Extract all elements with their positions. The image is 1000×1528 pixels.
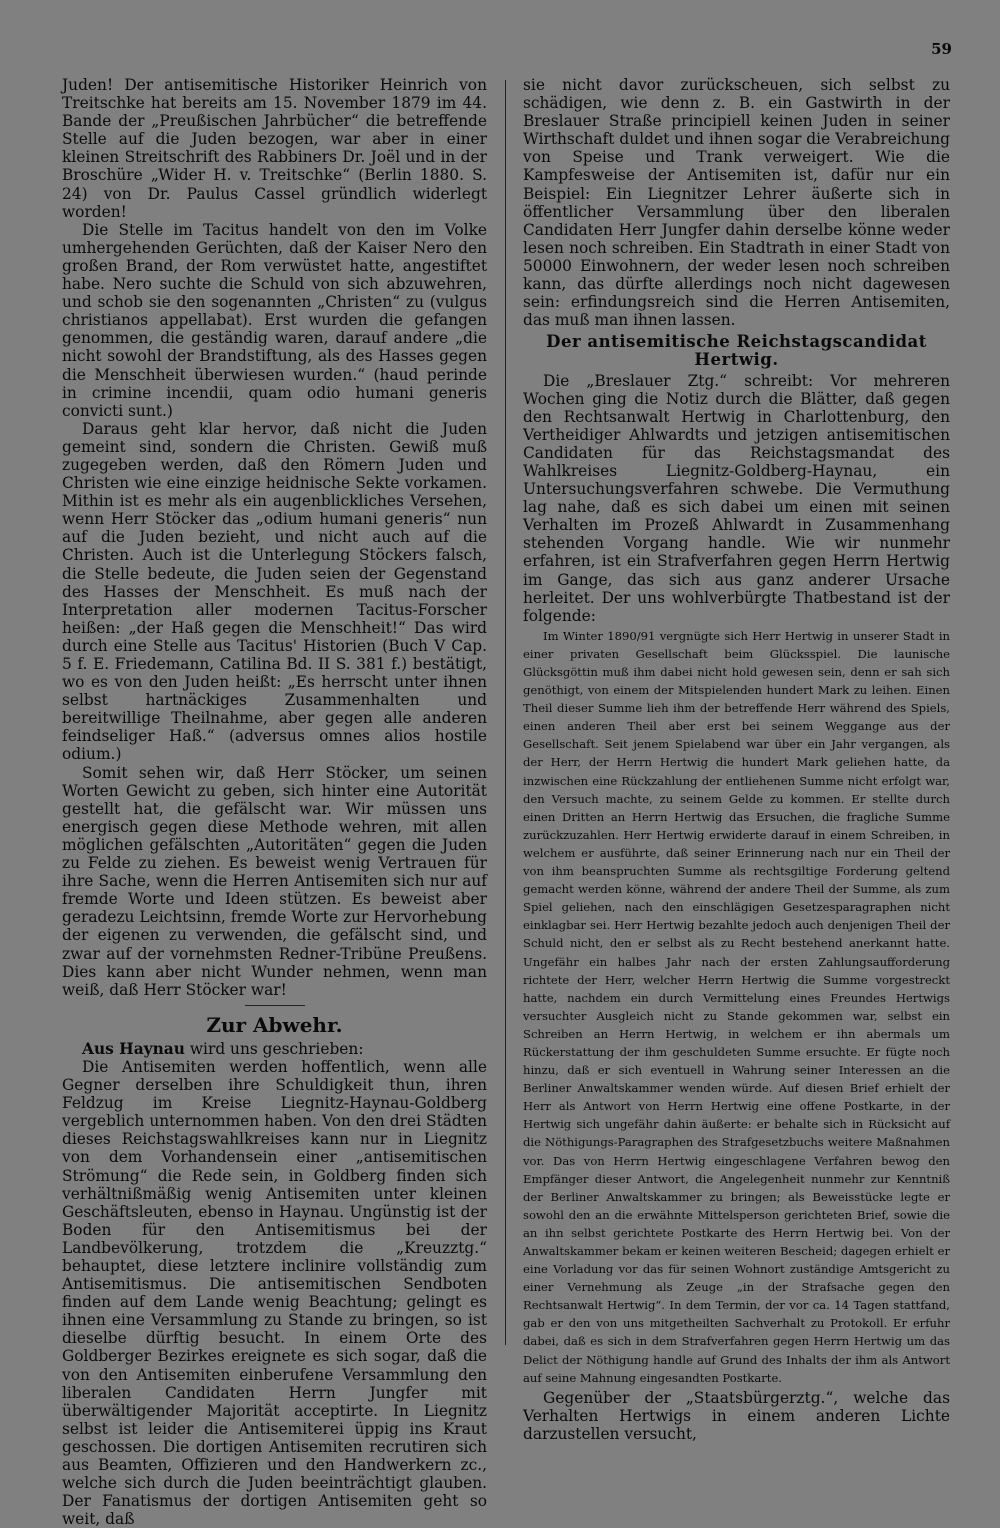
section-title: Zur Abwehr. — [206, 1012, 343, 1037]
left-paragraph-3: Daraus geht klar hervor, daß nicht die Juden gemeint sind, sondern die Christen. Gewiß muß zugegeben werden, daß den Römern Juden und Christen wie eine einzige heidnische Sekte vorkamen. Mithin ist es mehr als ein augenblickliches Versehen, wenn Herr Stöcker das „odium humani generis“ nun auf die Juden bezieht, und nicht auch auf die Christen. Auch ist die Unterlegung Stöckers falsch, die Stelle bedeute, die Juden seien der Gegenstand des Hasses der Menschheit. Es muß nach der Interpretation aller modernen Tacitus-Forscher heißen: „der Haß gegen die Menschheit!“ Das wird durch eine Stelle aus Tacitus' Historien (Buch V Cap. 5 f. E. Friedemann, Catilina Bd. II S. 381 f.) bestätigt, wo es von den Juden heißt: „Es herrscht unter ihnen selbst hartnäckiges Zusammenhalten und bereitwillige Theilnahme, aber gegen alle anderen feindseliger Haß.“ (adversus omnes alios hostile odium.) — [62, 419, 487, 764]
page-number: 59 — [931, 40, 952, 58]
right-small-print: Im Winter 1890/91 vergnügte sich Herr Hertwig in unserer Stadt in einer privaten Gesellschaft beim Glücksspiel. Die launische Glücksgöttin muß ihm dabei nicht hold gewesen sein, denn er sah sich genöthigt, von einem der Mitspielenden hundert Mark zu leihen. Einen Theil dieser Summe lieh ihm der betreffende Herr während des Spiels, einen anderen Theil aber erst bei seinem Weggange aus der Gesellschaft. Seit jenem Spielabend war über ein Jahr vergangen, als der Herr, der Herrn Hertwig die hundert Mark geliehen hatte, da inzwischen eine Rückzahlung der entliehenen Summe nicht erfolgt war, den Versuch machte, zu seinem Gelde zu kommen. Er stellte durch einen Dritten an Herrn Hertwig das Ersuchen, die fragliche Summe zurückzuzahlen. Herr Hertwig erwiderte darauf in einem Schreiben, in welchem er ausführte, daß seiner Erinnerung nach nur ein Theil der von ihm beanspruchten Summe als rechtsgiltige Forderung geltend gemacht werden könne, während der andere Theil der Summe, als zum Spiel geliehen, nach den einschlägigen Gesetzesparagraphen nicht einklagbar sei. Herr Hertwig bezahlte jedoch auch denjenigen Theil der Schuld nicht, den er selbst als zu Recht bestehend anerkannt hatte. Ungefähr ein halbes Jahr nach der ersten Zahlungsaufforderung richtete der Herr, welcher Herrn Hertwig die Summe vorgestreckt hatte, nachdem ein durch Vermittelung eines Freundes Hertwigs versuchter Ausgleich nicht zu Stande gekommen war, selbst ein Schreiben an Herrn Hertwig, in welchem er ihn abermals um Rückerstattung der ihm geschuldeten Summe ersuchte. Er fügte noch hinzu, daß er sich eventuell in Wahrung seiner Interessen an die Berliner Anwaltskammer wenden würde. Auf diesen Brief erhielt der Herr als Antwort von Herrn Hertwig eine offene Postkarte, in der Hertwig sich ungefähr dahin äußerte: er behalte sich in Rücksicht auf die Nöthigungs-Paragraphen des Strafgesetzbuchs weitere Maßnahmen vor. Das von Herrn Hertwig eingeschlagene Verfahren bewog den Empfänger dieser Antwort, die Angelegenheit nunmehr zur Kenntniß der Berliner Anwaltskammer zu bringen; als Beweisstücke legte er sowohl den an die erwähnte Mittelsperson gerichteten Brief, sowie die an ihn selbst gerichtete Postkarte des Herrn Hertwig bei. Von der Anwaltskammer bekam er keinen weiteren Bescheid; dagegen erhielt er eine Vorladung vor das für seinen Wohnort zuständige Amtsgericht zu einer Vernehmung als Zeuge „in der Strafsache gegen den Rechtsanwalt Hertwig“. In dem Termin, der vor ca. 14 Tagen stattfand, gab er den von uns mitgetheilten Sachverhalt zu Protokoll. Er erfuhr dabei, daß es sich in dem Strafverfahren gegen Herrn Hertwig um das Delict der Nöthigung handle auf Grund des Inhalts der ihm als Antwort auf seine Mahnung eingesandten Postkarte. — [523, 628, 950, 1385]
right-paragraph-3: Gegenüber der „Staatsbürgerztg.“, welche das Verhalten Hertwigs in einem anderen Lichte darzustellen versucht, — [523, 1388, 950, 1443]
dateline-rest: wird uns geschrieben: — [184, 1039, 364, 1058]
left-paragraph-6: Die Antisemiten werden hoffentlich, wenn alle Gegner derselben ihre Schuldigkeit thun, ihren Feldzug im Kreise Liegnitz-Haynau-Goldberg vergeblich unternommen haben. Von den drei Städten dieses Reichstagswahlkreises kann nur in Liegnitz von dem Vorhandensein einer „antisemitischen Strömung“ die Rede sein, in Goldberg finden sich verhältnißmäßig wenig Antisemiten unter kleinen Geschäftsleuten, ebenso in Haynau. Ungünstig ist der Boden für den Antisemitismus bei der Landbevölkerung, trotzdem die „Kreuzztg.“ behauptet, diese letztere inclinire vollständig zum Antisemitismus. Die antisemitischen Sendboten finden auf dem Lande wenig Beachtung; gelingt es ihnen eine Versammlung zu Stande zu bringen, so ist dieselbe dürftig besucht. In einem Orte des Goldberger Bezirkes ereignete es sich sogar, daß die von den Antisemiten einberufene Versammlung den liberalen Candidaten Herrn Jungfer mit überwältigender Majorität acceptirte. In Liegnitz selbst ist leider die Antisemiterei üppig ins Kraut geschossen. Die dortigen Antisemiten recrutiren sich aus Beamten, Offizieren und den Handwerkern zc., welche sich durch die Juden beeinträchtigt glauben. Der Fanatismus der dortigen Antisemiten geht so weit, daß — [62, 1057, 487, 1528]
right-paragraph-1: sie nicht davor zurückscheuen, sich selbst zu schädigen, wie denn z. B. ein Gastwirth in der Breslauer Straße principiell keinen Juden in seiner Wirthschaft duldet und ihnen sogar die Verabreichung von Speise und Trank verweigert. Wie die Kampfesweise der Antisemiten ist, dafür nur ein Beispiel: Ein Liegnitzer Lehrer äußerte sich in öffentlicher Versammlung über den liberalen Candidaten Herr Jungfer dahin derselbe könne weder lesen noch schreiben. Ein Stadtrath in einer Stadt von 50000 Einwohnern, der weder lesen noch schreiben kann, das dürfte allerdings noch nicht dagewesen sein: erfindungsreich sind die Herren Antisemiten, das muß man ihnen lassen. — [523, 76, 950, 330]
column-divider — [505, 80, 506, 1345]
left-column — [62, 76, 487, 1528]
article-heading: Der antisemitische Reichstagscandidat Hertwig. — [546, 332, 927, 370]
left-paragraph-5 — [62, 1040, 487, 1058]
right-paragraph-2: Die „Breslauer Ztg.“ schreibt: Vor mehreren Wochen ging die Notiz durch die Blätter, daß gegen den Rechtsanwalt Hertwig in Charlottenburg, den Vertheidiger Ahlwardts und jetzigen antisemitischen Candidaten für das Reichstagsmandat des Wahlkreises Liegnitz-Goldberg-Haynau, ein Untersuchungsverfahren schwebe. Die Vermuthung lag nahe, daß es sich dabei um einen mit seinen Verhalten im Prozeß Ahlwardt in Zusammenhang stehenden Vorgang handle. Wie wir nunmehr erfahren, ist ein Strafverfahren gegen Herrn Hertwig im Gange, das sich aus ganz anderer Ursache herleitet. Der uns wohlverbürgte Thatbestand ist der folgende: — [523, 371, 950, 625]
left-paragraph-1: Juden! Der antisemitische Historiker Heinrich von Treitschke hat bereits am 15. November 1879 im 44. Bande der „Preußischen Jahrbücher“ die betreffende Stelle auf die Juden bezogen, war aber in einer kleinen Streitschrift des Rabbiners Dr. Joël und in der Broschüre „Wider H. v. Treitschke“ (Berlin 1880. S. 24) von Dr. Paulus Cassel gründlich widerlegt worden! — [62, 76, 487, 221]
section-divider — [245, 1005, 305, 1006]
dateline: Aus Haynau — [82, 1039, 185, 1058]
right-column — [523, 76, 950, 1443]
left-paragraph-2: Die Stelle im Tacitus handelt von den im Volke umhergehenden Gerüchten, daß der Kaiser Nero den großen Brand, der Rom verwüstet hatte, angestiftet habe. Nero suchte die Schuld von sich abzuwehren, und schob sie den sogenannten „Christen“ zu (vulgus christianos appellabat). Erst wurden die gefangen genommen, die geständig waren, darauf andere „die nicht sowohl der Brandstiftung, als des Hasses gegen die Menschheit überwiesen wurden.“ (haud perinde in crimine incendii, quam odio humani generis convicti sunt.) — [62, 220, 487, 420]
left-paragraph-4: Somit sehen wir, daß Herr Stöcker, um seinen Worten Gewicht zu geben, sich hinter eine Autorität gestellt hat, die gefälscht war. Wir müssen uns energisch gegen diese Methode wehren, mit allen möglichen gefälschten „Autoritäten“ gegen die Juden zu Felde zu ziehen. Es beweist wenig Vertrauen für ihre Sache, wenn die Herren Antisemiten sich nur auf fremde Worte und Ideen stützen. Es beweist aber geradezu Leichtsinn, fremde Worte zur Hervorhebung der eigenen zu verwenden, die gefälscht sind, und zwar auf der vornehmsten Redner-Tribüne Preußens. Dies kann aber nicht Wunder nehmen, wenn man weiß, daß Herr Stöcker war! — [62, 763, 487, 999]
